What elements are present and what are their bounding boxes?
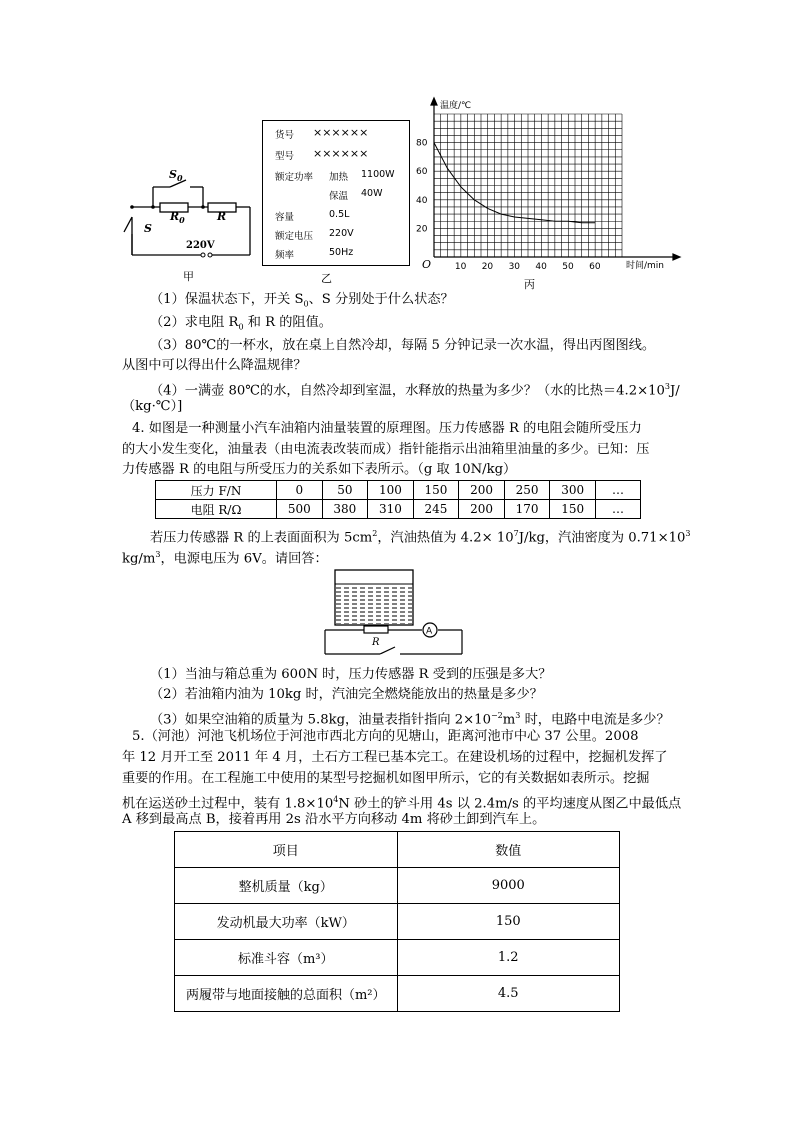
spec-key: 频率 <box>275 250 295 261</box>
sensor-label: R <box>372 637 380 648</box>
table-header-cell: 项目 <box>175 832 398 868</box>
table-cell: 整机质量（kg） <box>175 868 398 904</box>
x-axis-label: 时间/min <box>626 261 665 271</box>
spec-key: 额定电压 <box>275 231 314 242</box>
table-cell: … <box>596 481 641 500</box>
spec-value: 40W <box>361 188 383 199</box>
figure-label-jia: 甲 <box>183 270 194 283</box>
nameplate-table <box>262 120 410 266</box>
spec-value: 0.5L <box>329 209 350 220</box>
pressure-resistance-table <box>155 480 641 519</box>
spec-key: 型号 <box>275 151 295 162</box>
table-cell: 4.5 <box>397 976 620 1012</box>
label-s: S <box>144 222 152 235</box>
table-cell: 压力 F/N <box>156 481 277 500</box>
table-cell: 250 <box>504 481 550 500</box>
y-tick-label: 80 <box>416 138 428 149</box>
table-row <box>175 976 620 1012</box>
origin-label: O <box>422 258 432 271</box>
label-r: R <box>217 210 227 223</box>
table-header-cell: 数值 <box>397 832 620 868</box>
q4-line3: 力传感器 R 的电阻与所受压力的关系如下表所示。（g 取 10N/kg） <box>122 462 517 477</box>
q3-part3: （3）80℃的一杯水，放在桌上自然冷却，每隔 5 分钟记录一次水温，得出丙图图线。 <box>150 338 656 353</box>
temperature-chart <box>412 92 712 292</box>
q5-line1: 5.（河池）河池飞机场位于河池市西北方向的见塘山，距离河池市中心 37 公里。2008 <box>132 729 639 744</box>
table-cell: 0 <box>277 481 323 500</box>
q3-part2: （2）求电阻 $R_0$ 和 R 的阻值。 <box>150 315 332 332</box>
table-row <box>156 500 641 519</box>
table-cell: 电阻 R/Ω <box>156 500 277 519</box>
table-cell: 9000 <box>397 868 620 904</box>
x-tick-label: 30 <box>508 262 521 272</box>
spec-key: 容量 <box>275 212 295 223</box>
table-row <box>156 481 641 500</box>
spec-value: ×××××× <box>313 126 369 139</box>
q4-line1: 4. 如图是一种测量小汽车油箱内油量装置的原理图。压力传感器 R 的电阻会随所受压力 <box>132 421 642 436</box>
table-cell: 标准斗容（m³） <box>175 940 398 976</box>
table-row <box>175 868 620 904</box>
q5-line3: 重要的作用。在工程施工中使用的某型号挖掘机如图甲所示，它的有关数据如表所示。挖掘 <box>122 771 650 786</box>
spec-key: 货号 <box>275 130 295 141</box>
table-cell: 150 <box>550 500 596 519</box>
q3-part4: （4）一满壶 80℃的水，自然冷却到室温，水释放的热量为多少？（水的比热$=4.2\times 10^3J/$ <box>150 382 680 399</box>
table-cell: 245 <box>413 500 459 519</box>
q5-line2: 年 12 月开工至 2011 年 4 月，土石方工程已基本完工。在建设机场的过程中，挖掘机发挥了 <box>122 750 668 765</box>
y-tick-label: 20 <box>416 224 428 235</box>
x-tick-label: 40 <box>535 262 547 272</box>
q4-line4: 若压力传感器 R 的上表面面积为 $5cm^2$，汽油热值为 $4.2\times 10^7J/kg$，汽油密度为 $0.71\times 10^3$ <box>150 529 691 546</box>
label-s0: $S_0$ <box>169 168 183 184</box>
spec-key: 额定功率 <box>275 172 314 183</box>
spec-value: 保温 <box>329 191 349 202</box>
oil <box>336 586 412 624</box>
x-axis-arrow <box>673 254 680 260</box>
table-cell: 200 <box>459 500 505 519</box>
label-voltage: 220V <box>186 240 215 251</box>
table-header-row <box>175 832 620 868</box>
q5-line4: 机在运送砂土过程中，装有 $1.8\times 10^4N$ 砂土的铲斗用 4s 以 2.4m/s 的平均速度从图乙中最低点 <box>122 795 682 812</box>
q3-part3-cont: 从图中可以得出什么降温规律？ <box>122 358 307 373</box>
table-cell: 170 <box>504 500 550 519</box>
table-cell: 200 <box>459 481 505 500</box>
table-cell: 150 <box>397 904 620 940</box>
q4-line5: $kg/m^3$，电源电压为 6V。请回答： <box>122 550 328 567</box>
q3-part1: （1）保温状态下，开关 $S_0$、S 分别处于什么状态？ <box>150 292 454 309</box>
table-cell: 300 <box>550 481 596 500</box>
table-cell: 发动机最大功率（kW） <box>175 904 398 940</box>
table-cell: 380 <box>322 500 368 519</box>
x-tick-label: 50 <box>562 262 574 272</box>
q4-sub2: （2）若油箱内油为 10kg 时，汽油完全燃烧能放出的热量是多少？ <box>150 687 543 702</box>
label-r0: $R_0$ <box>170 210 185 226</box>
q4-line2: 的大小发生变化，油量表（由电流表改装而成）指针能指示出油箱里油量的多少。已知：压 <box>122 442 650 457</box>
table-row <box>175 940 620 976</box>
spec-value: 1100W <box>361 169 395 180</box>
x-tick-label: 10 <box>454 262 467 272</box>
figure-label-yi: 乙 <box>321 272 332 285</box>
table-cell: 310 <box>368 500 414 519</box>
table-cell: 100 <box>368 481 414 500</box>
table-cell: 50 <box>322 481 368 500</box>
q3-part4-cont: （kg·℃）] <box>122 399 183 414</box>
circuit-diagram <box>118 162 258 282</box>
ammeter-label: A <box>426 626 433 637</box>
y-tick-label: 40 <box>416 195 428 206</box>
table-cell: 150 <box>413 481 459 500</box>
spec-value: 50Hz <box>329 247 354 258</box>
figure-label-bing: 丙 <box>524 278 535 291</box>
table-row <box>175 904 620 940</box>
spec-value: ×××××× <box>313 147 369 160</box>
table-cell: 两履带与地面接触的总面积（m²） <box>175 976 398 1012</box>
q4-sub3: （3）如果空油箱的质量为 5.8kg，油量表指针指向 $2\times 10^{-2}m^3$ 时，电路中电流是多少？ <box>150 711 670 728</box>
x-tick-label: 60 <box>589 262 601 272</box>
table-cell: 1.2 <box>397 940 620 976</box>
x-tick-label: 20 <box>481 262 494 272</box>
table-cell: 500 <box>277 500 323 519</box>
spec-value: 220V <box>329 228 354 239</box>
sensor-r <box>364 626 388 633</box>
y-tick-label: 60 <box>416 167 428 178</box>
excavator-data-table <box>174 831 620 1012</box>
table-cell: … <box>596 500 641 519</box>
y-axis-arrow <box>431 98 437 105</box>
y-axis-label: 温度/℃ <box>440 101 472 111</box>
q5-line5: A 移到最高点 B，接着再用 2s 沿水平方向移动 4m 将砂土卸到汽车上。 <box>122 812 546 827</box>
spec-value: 加热 <box>329 172 349 183</box>
q4-sub1: （1）当油与箱总重为 600N 时，压力传感器 R 受到的压强是多大？ <box>150 667 552 682</box>
fuel-tank-diagram <box>320 562 470 662</box>
